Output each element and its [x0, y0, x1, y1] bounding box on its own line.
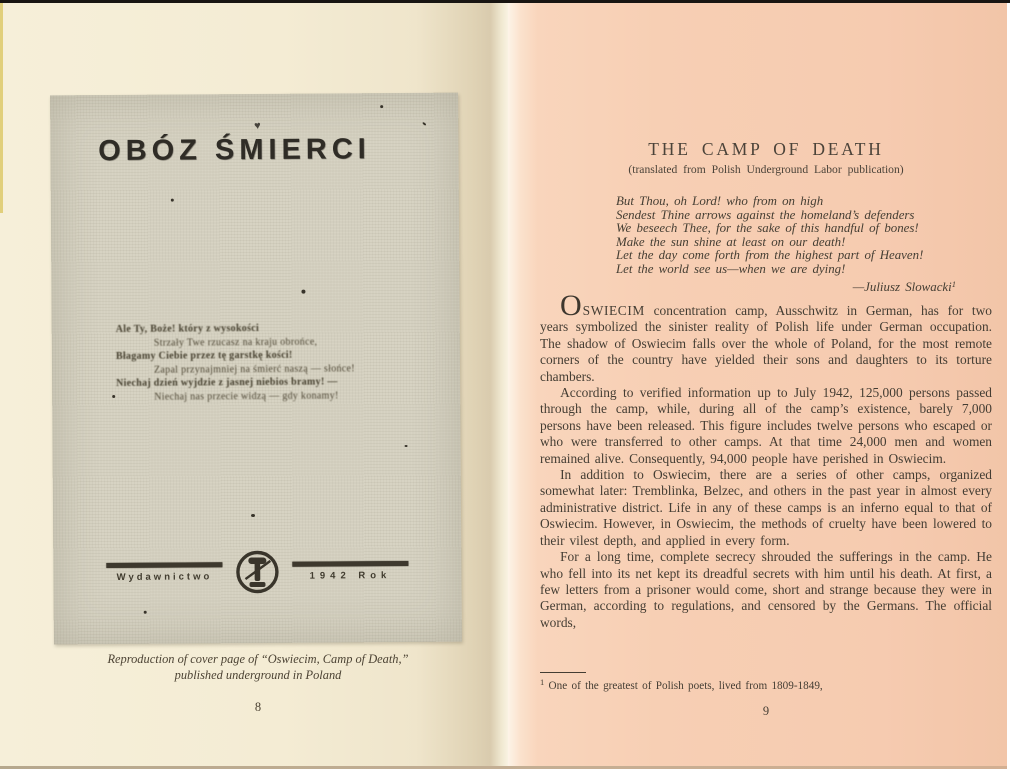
paragraph: In addition to Oswiecim, there are a series of other camps, organized somewhat later: Tremblinka, Belzec, and others in the past year in almost every administrative district. Life in any of these camps is an inferno equal to that of Oswiecim. However, in Oswiecim, the methods of cruelty have been lowered to their vilest depth, and applied in every form.	[540, 467, 992, 548]
poem-line: Zapal przynajmniej na śmierć naszą — słońce!	[153, 362, 355, 376]
scan-bottom-edge	[0, 766, 1007, 769]
noise-speck	[301, 290, 305, 294]
noise-speck	[422, 122, 426, 126]
page-number-right: 9	[762, 704, 770, 718]
poem-attribution: —Juliusz Slowacki$^1$	[852, 278, 956, 294]
chapter-subtitle: (translated from Polish Underground Labor publication)	[628, 163, 904, 176]
raised-initial-cap: O	[560, 289, 583, 322]
body-text	[540, 289, 992, 631]
publisher-bar	[106, 562, 222, 568]
poem-line: Ale Ty, Boże! który z wysokości	[115, 322, 260, 335]
scan-top-edge	[0, 0, 1010, 3]
poem-line: We beseech Thee, for the sake of this handful of bones!	[616, 221, 919, 236]
chapter-title: THE CAMP OF DEATH	[648, 139, 884, 159]
cover-polish-poem	[116, 321, 447, 404]
right-page-content	[540, 3, 992, 766]
cover-reproduction-image	[50, 93, 462, 645]
publisher-name-label: Wydawnictwo	[116, 571, 213, 583]
pages	[0, 3, 1007, 766]
poem-line: Błagamy Ciebie przez tę garstkę kości!	[115, 349, 293, 362]
paragraph: According to verified information up to July 1942, 125,000 persons passed through the camp, while, during all of the camp’s existence, barely 7,000 persons have been released. This figure includes twelve persons who escaped or who were transferred to other camps. At that time 24,000 men and women remained alive. Consequently, 94,000 people have perished in Oswiecim.	[540, 385, 992, 466]
page-number-left: 8	[254, 700, 262, 714]
poem-line: Strzały Twe rzucasz na kraju obrońce,	[153, 336, 318, 349]
paragraph: OSWIECIM concentration camp, Ausschwitz in German, has for two years symbolized the sinister reality of Polish life under German occupation. The shadow of Oswiecim falls over the whole of Poland, for the most remote corners of the country have yielded their sons and daughters to its torture chambers.	[540, 289, 992, 384]
poem-line: Let the world see us—when we are dying!	[616, 261, 846, 276]
noise-speck	[112, 395, 115, 398]
scan-left-edge	[0, 3, 3, 213]
footnote-marker: 1	[540, 677, 545, 687]
publisher-row	[53, 548, 461, 597]
poem-line: Let the day come forth from the highest part of Heaven!	[616, 248, 924, 263]
paragraph: For a long time, complete secrecy shrouded the sufferings in the camp. He who fell into its net kept its dreadful secrets with him until his death. At first, a few letters from a prisoner would come, short and strange because they were in German, according to regulations, and censored by the Germans. The official words,	[540, 549, 992, 630]
cover-title: OBÓZ ŚMIERCI	[98, 133, 371, 168]
poem-line: Make the sun shine at least on our death!	[616, 234, 846, 249]
caption-line-1: Reproduction of cover page of “Oswiecim, Camp of Death,”	[107, 652, 409, 666]
noise-speck	[251, 514, 255, 517]
noise-speck	[144, 611, 147, 614]
publisher-emblem-icon	[234, 549, 280, 595]
footnote-divider	[540, 672, 586, 673]
poem-line: But Thou, oh Lord! who from on high	[616, 194, 824, 208]
publisher-left-block	[106, 562, 222, 583]
poem-line: Niechaj dzień wyjdzie z jasnej niebios bramy! —	[116, 376, 338, 389]
noise-speck	[380, 105, 383, 108]
left-page	[0, 3, 508, 766]
noise-speck	[171, 199, 174, 202]
footnote-marker: 1	[951, 278, 956, 289]
figure-caption	[28, 652, 488, 683]
poem-line: Sendest Thine arrows against the homeland’s defenders	[616, 207, 915, 222]
publisher-bar	[292, 561, 408, 567]
ink-blot-heart-mark: ♥	[253, 119, 262, 133]
noise-speck	[405, 445, 408, 447]
publisher-right-block	[292, 561, 408, 582]
caption-line-2: published underground in Poland	[174, 667, 342, 682]
footnote: $^1$ One of the greatest of Polish poets, lived from 1809-1849,	[540, 677, 823, 692]
publisher-year-label: 1942 Rok	[309, 570, 392, 582]
poem-line: Niechaj nas przecie widzą — gdy konamy!	[154, 389, 339, 403]
epigraph-poem	[616, 195, 958, 294]
